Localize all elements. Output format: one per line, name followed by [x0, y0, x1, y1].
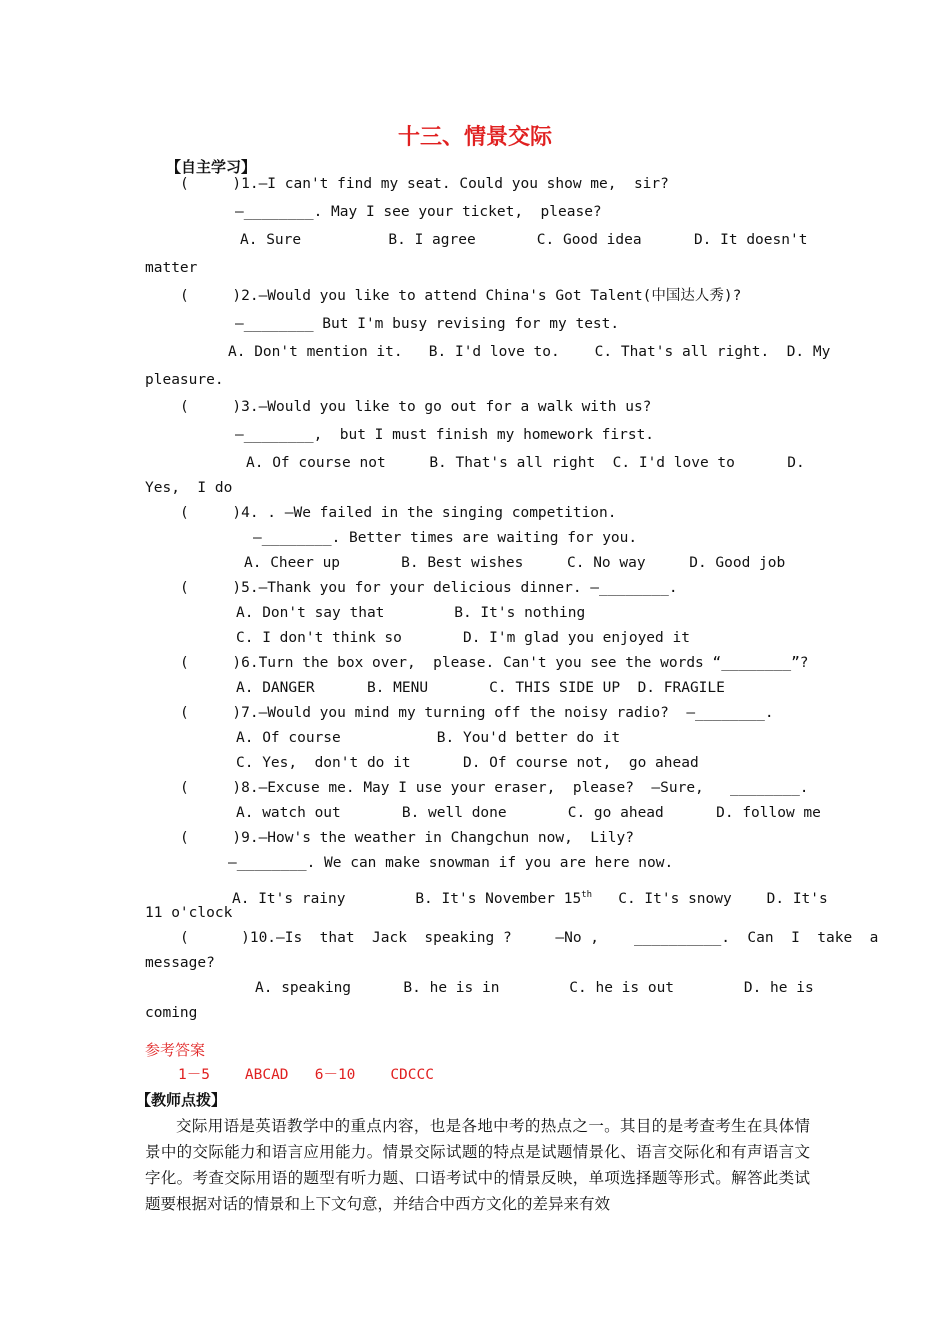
answer-key-label: 参考答案	[145, 1041, 206, 1059]
exercise-line: —________. Better times are waiting for you.	[253, 530, 638, 546]
page-title: 十三、情景交际	[397, 125, 552, 150]
answer-key: 1－5 ABCAD 6－10 CDCCC	[178, 1067, 434, 1083]
exercise-line: 11 o'clock	[145, 905, 233, 921]
exercise-line: C. I don't think so D. I'm glad you enjoyed it	[236, 630, 690, 646]
exercise-line: —________. May I see your ticket, please?	[235, 204, 602, 220]
exercise-line: coming	[145, 1005, 198, 1021]
exercise-line: pleasure.	[145, 372, 224, 388]
exercise-line: A. Don't mention it. B. I'd love to. C. That's all right. D. My	[228, 344, 831, 360]
exercise-line: —________, but I must finish my homework first.	[235, 427, 655, 443]
teacher-tips-paragraph: 交际用语是英语教学中的重点内容，也是各地中考的热点之一。其目的是考查考生在具体情景中的交际能力和语言应用能力。情景交际试题的特点是试题情景化、语言交际化和有声语言文字化。考查交际用语的题型有听力题、口语考试中的情景反映，单项选择题等形式。解答此类试题要根据对话的情景和上下文句意，并结合中西方文化的差异来有效	[145, 1117, 810, 1213]
exercise-line: ( )1.—I can't find my seat. Could you show me, sir?	[180, 176, 669, 192]
section-heading-teacher-tips: 【教师点拨】	[136, 1091, 227, 1109]
exercise-line: C. Yes, don't do it D. Of course not, go ahead	[236, 755, 699, 771]
question-9-options	[232, 889, 828, 909]
exercise-line: message?	[145, 955, 215, 971]
exercise-line: ( )5.—Thank you for your delicious dinner. —________.	[180, 580, 678, 596]
exercise-line: ( )9.—How's the weather in Changchun now, Lily?	[180, 830, 634, 846]
q9-superscript: th	[581, 890, 593, 901]
exercise-line: A. DANGER B. MENU C. THIS SIDE UP D. FRAGILE	[236, 680, 725, 696]
exercise-line: A. Of course not B. That's all right C. I'd love to D.	[246, 455, 805, 471]
exercise-line: ( )10.—Is that Jack speaking ? —No , __________. Can I take a	[180, 930, 879, 946]
exercise-line: ( )7.—Would you mind my turning off the noisy radio? —________.	[180, 705, 774, 721]
exercise-line: Yes, I do	[145, 480, 233, 496]
exercise-line: ( )4. . —We failed in the singing competition.	[180, 505, 617, 521]
exercise-line: ( )8.—Excuse me. May I use your eraser, please? —Sure, ________.	[180, 780, 809, 796]
exercise-line: A. speaking B. he is in C. he is out D. he is	[255, 980, 814, 996]
exercise-line: ( )3.—Would you like to go out for a walk with us?	[180, 399, 652, 415]
exercise-line: ( )6.Turn the box over, please. Can't you see the words “________”?	[180, 655, 809, 671]
exercise-line: —________ But I'm busy revising for my test.	[235, 316, 620, 332]
q9-options-part-a: A. It's rainy B. It's November 15	[232, 891, 582, 907]
section-heading-self-study: 【自主学习】	[166, 158, 257, 176]
exercise-line: A. Of course B. You'd better do it	[236, 730, 621, 746]
exercise-line: matter	[145, 260, 198, 276]
exercise-line: A. Cheer up B. Best wishes C. No way D. Good job	[244, 555, 786, 571]
exercise-line: —________. We can make snowman if you are here now.	[228, 855, 674, 871]
exercise-line: A. watch out B. well done C. go ahead D. follow me	[236, 805, 821, 821]
exercise-line: A. Sure B. I agree C. Good idea D. It doesn't	[240, 232, 808, 248]
q9-options-part-b: C. It's snowy D. It's	[592, 891, 828, 907]
exercise-line: A. Don't say that B. It's nothing	[236, 605, 586, 621]
exercise-line: ( )2.—Would you like to attend China's Got Talent(中国达人秀)?	[180, 288, 742, 304]
